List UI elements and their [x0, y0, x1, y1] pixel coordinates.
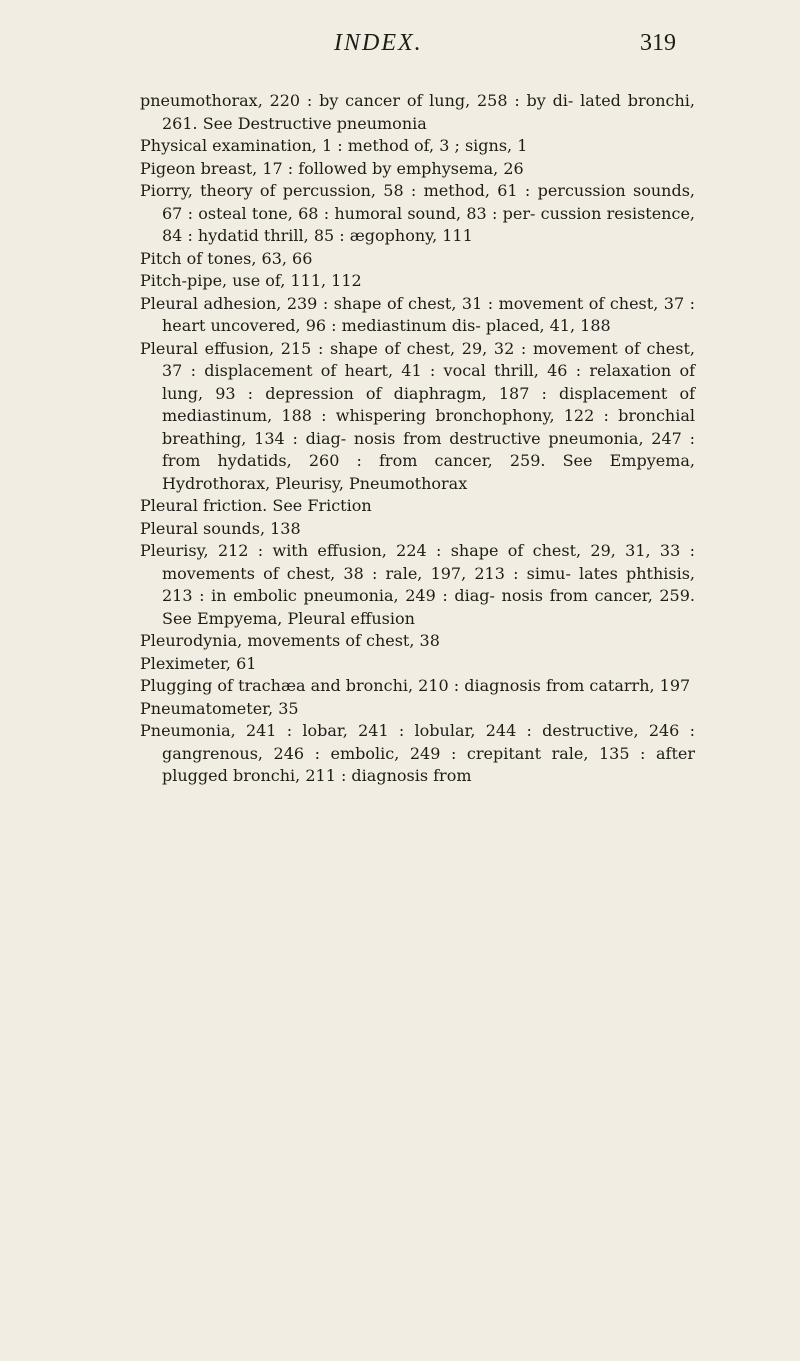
index-entry: Pitch of tones, 63, 66 [140, 248, 313, 268]
index-entries [140, 90, 695, 788]
index-entry: Plugging of trachæa and bronchi, 210 : diagnosis from catarrh, 197 [140, 676, 691, 695]
index-entry: Piorry, theory of percussion, 58 : method, 61 : percussion sounds, 67 : osteal tone, 68 : humoral sound, 83 : per- cussion resistence, 84 : hydatid thrill, 85 : ægophony, 111 [140, 181, 695, 245]
index-entry: Pleurisy, 212 : with effusion, 224 : shape of chest, 29, 31, 33 : movements of chest, 38 : rale, 197, 213 : simu- lates phthisis, 213 : in embolic pneumonia, 249 : diag- nosis from cancer, 259. See Empyema, Pleural effusion [140, 541, 695, 628]
page-title: INDEX. [334, 30, 423, 56]
index-entry: Pleural effusion, 215 : shape of chest, 29, 32 : movement of chest, 37 : displacement of heart, 41 : vocal thrill, 46 : relaxation of lung, 93 : depression of diaphragm, 187 : displacement of mediastinum, 188 : whispering bronchophony, 122 : bronchial breathing, 134 : diag- nosis from destructive pneumonia, 247 : from hydatids, 260 : from cancer, 259. See Empyema, Hydrothorax, Pleurisy, Pneumothorax [140, 338, 695, 493]
index-entry: Pigeon breast, 17 : followed by emphysema, 26 [140, 158, 524, 178]
index-entry: Pneumatometer, 35 [140, 698, 299, 718]
index-entry: Pleural friction. See Friction [140, 496, 372, 515]
index-entry: Pleurodynia, movements of chest, 38 [140, 631, 440, 650]
index-entry: Physical examination, 1 : method of, 3 ; signs, 1 [140, 136, 528, 155]
index-entry: Pitch-pipe, use of, 111, 112 [140, 271, 362, 290]
index-entry: Pleural sounds, 138 [140, 518, 301, 538]
running-head [116, 30, 676, 64]
index-entry: Pleximeter, 61 [140, 653, 257, 673]
index-entry: pneumothorax, 220 : by cancer of lung, 258 : by di- lated bronchi, 261. See Destructive pneumonia [140, 91, 695, 133]
index-entry: Pleural adhesion, 239 : shape of chest, 31 : movement of chest, 37 : heart uncovered, 96 : mediastinum dis- placed, 41, 188 [140, 293, 695, 335]
page-number: 319 [640, 30, 676, 56]
index-entry: Pneumonia, 241 : lobar, 241 : lobular, 244 : destructive, 246 : gangrenous, 246 : embolic, 249 : crepitant rale, 135 : after plugged bronchi, 211 : diagnosis from [140, 721, 695, 785]
